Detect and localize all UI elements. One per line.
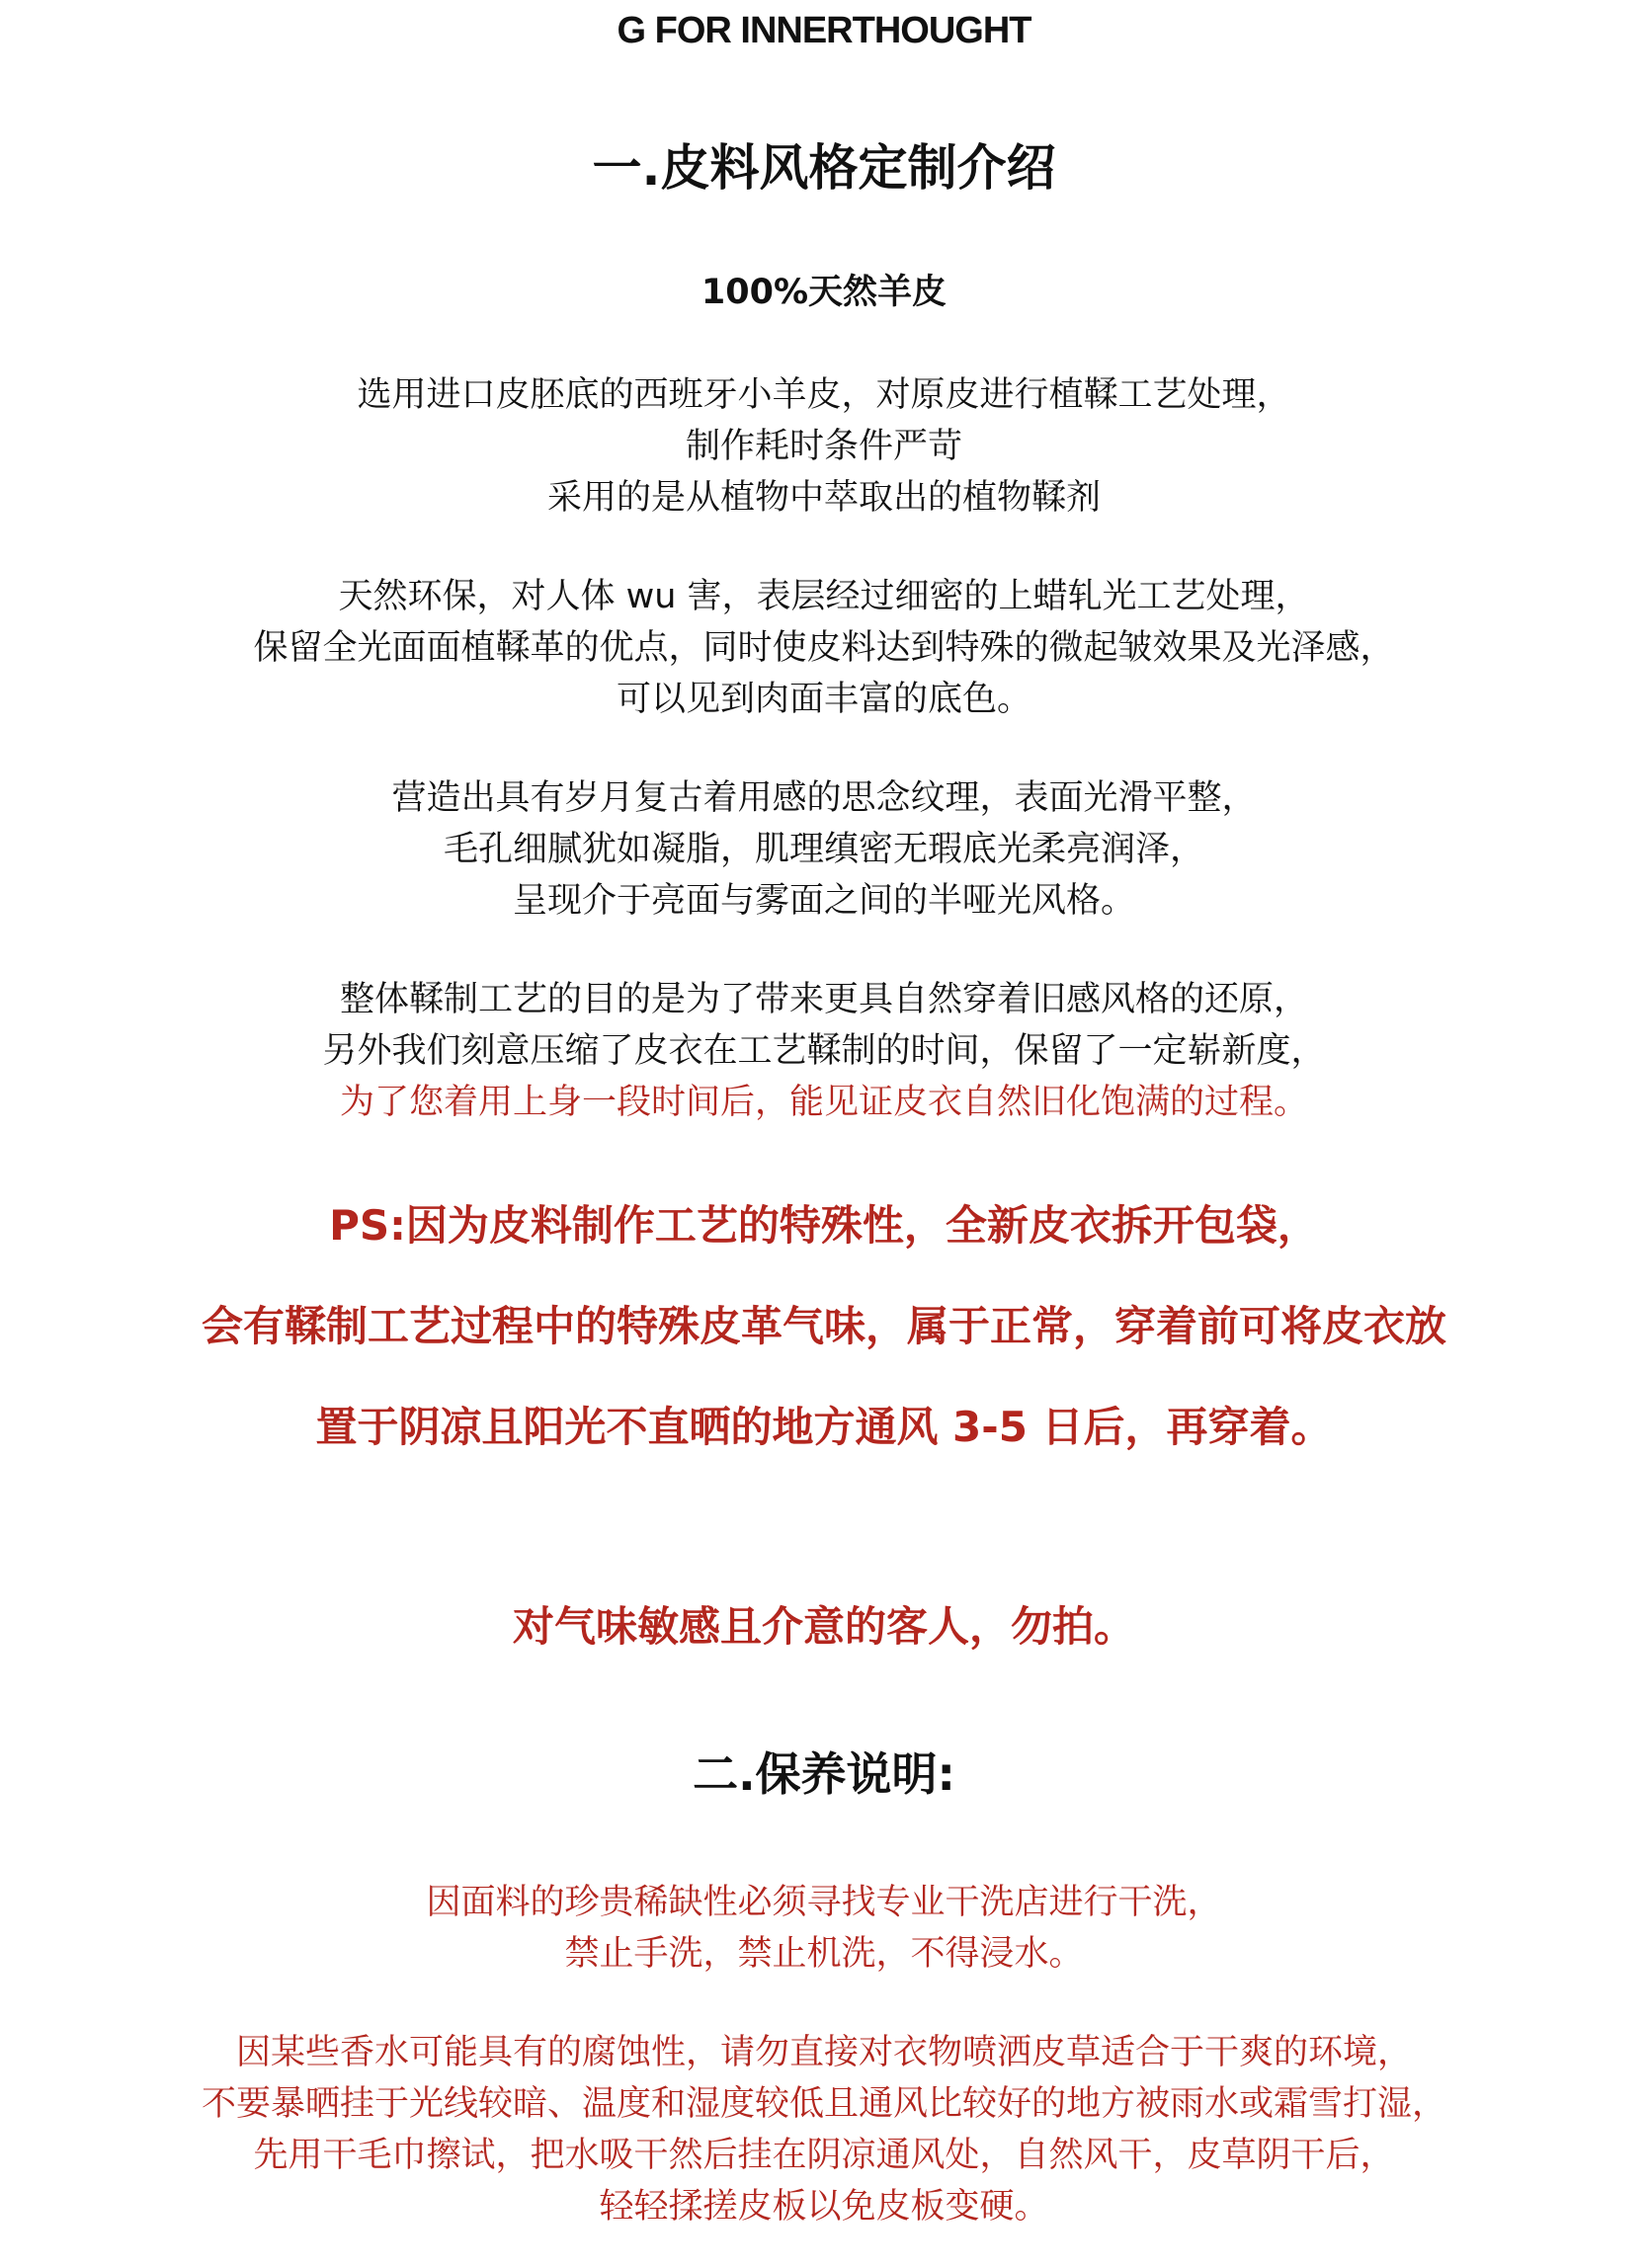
section2-para2-line3: 先用干毛巾擦试，把水吸干然后挂在阴凉通风处，自然风干，皮草阴干后， bbox=[253, 2136, 1395, 2175]
section1-subtitle: 100%天然羊皮 bbox=[700, 273, 948, 312]
section2-para2-line4: 轻轻揉搓皮板以免皮板变硬。 bbox=[599, 2187, 1049, 2227]
section1-para1-line1: 选用进口皮胚底的西班牙小羊皮，对原皮进行植鞣工艺处理， bbox=[357, 375, 1291, 415]
section1-para1-line3: 采用的是从植物中萃取出的植物鞣剂 bbox=[546, 478, 1101, 518]
ps-line1: PS:因为皮料制作工艺的特殊性，全新皮衣拆开包袋， bbox=[329, 1201, 1319, 1250]
section1-para2-line2: 保留全光面面植鞣革的优点，同时使皮料达到特殊的微起皱效果及光泽感， bbox=[253, 628, 1395, 668]
ps-line3: 置于阴凉且阳光不直晒的地方通风 3-5 日后，再穿着。 bbox=[315, 1403, 1333, 1451]
section2-para1-line1: 因面料的珍贵稀缺性必须寻找专业干洗店进行干洗， bbox=[426, 1883, 1222, 1922]
section2-title: 二.保养说明: bbox=[693, 1747, 955, 1801]
section2-para1-line2: 禁止手洗，禁止机洗，不得浸水。 bbox=[564, 1934, 1084, 1974]
section1-title: 一.皮料风格定制介绍 bbox=[592, 139, 1056, 197]
ps-line2: 会有鞣制工艺过程中的特殊皮革气味，属于正常，穿着前可将皮衣放 bbox=[201, 1302, 1446, 1350]
section2-para2-line1: 因某些香水可能具有的腐蚀性，请勿直接对衣物喷洒皮草适合于干爽的环境， bbox=[235, 2033, 1412, 2072]
section1-para2-line1: 天然环保，对人体 wu 害，表层经过细密的上蜡轧光工艺处理， bbox=[338, 577, 1310, 616]
warning-text: 对气味敏感且介意的客人，勿拍。 bbox=[512, 1602, 1135, 1651]
section1-para3-line1: 营造出具有岁月复古着用感的思念纹理，表面光滑平整， bbox=[391, 778, 1257, 818]
section1-para4-line2: 另外我们刻意压缩了皮衣在工艺鞣制的时间，保留了一定崭新度， bbox=[322, 1031, 1326, 1071]
section1-para4-red-line: 为了您着用上身一段时间后，能见证皮衣自然旧化饱满的过程。 bbox=[339, 1083, 1308, 1122]
section1-para4-line1: 整体鞣制工艺的目的是为了带来更具自然穿着旧感风格的还原， bbox=[339, 980, 1308, 1019]
section1-para3-line3: 呈现介于亮面与雾面之间的半哑光风格。 bbox=[512, 881, 1135, 921]
brand-title: G FOR INNERTHOUGHT bbox=[617, 10, 1031, 51]
section2-para2-line2: 不要暴晒挂于光线较暗、温度和湿度较低且通风比较好的地方被雨水或霜雪打湿， bbox=[201, 2084, 1446, 2124]
section1-para3-line2: 毛孔细腻犹如凝脂，肌理缜密无瑕底光柔亮润泽， bbox=[443, 830, 1204, 869]
section1-para2-line3: 可以见到肉面丰富的底色。 bbox=[616, 680, 1031, 719]
section1-para1-line2: 制作耗时条件严苛 bbox=[685, 427, 962, 466]
